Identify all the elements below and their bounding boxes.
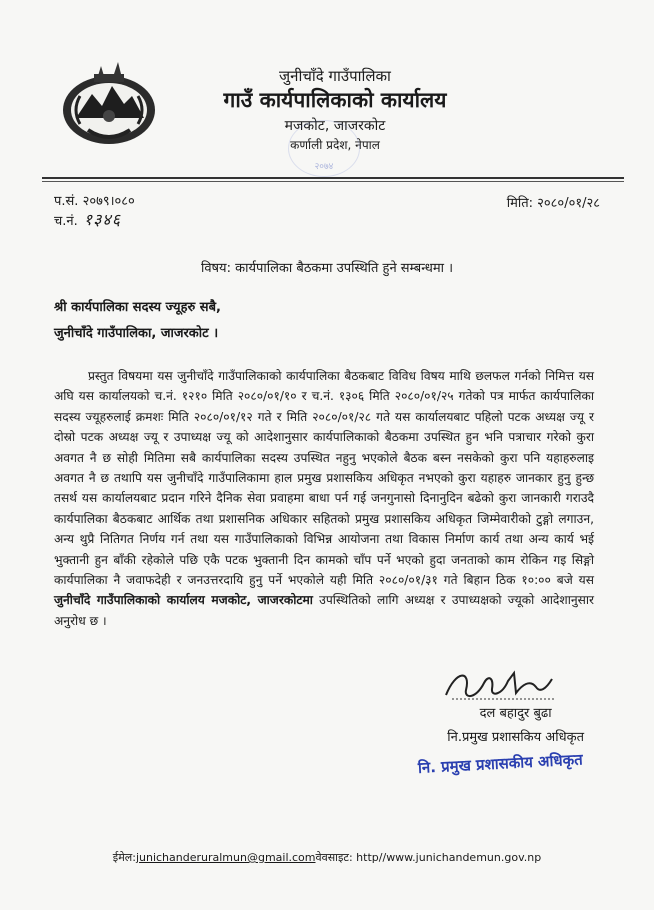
nepal-emblem-icon xyxy=(58,60,160,150)
letter-body xyxy=(54,366,594,631)
reference-chn-label: च.नं. xyxy=(54,214,78,229)
body-part-2: उपस्थितिको लागि अध्यक्ष र उपाध्यक्षको ज्यूको आदेशानुसार अनुरोध छ । xyxy=(54,593,594,628)
letter-subject: विषय: कार्यपालिका बैठकमा उपस्थिति हुने सम्बन्धमा । xyxy=(200,261,454,276)
addressee-line-2: जुनीचाँदे गाउँपालिका, जाजरकोट । xyxy=(54,326,219,341)
addressee xyxy=(54,295,221,347)
signatory-name: दल बहादुर बुढा xyxy=(479,706,552,721)
signatory-block xyxy=(447,702,584,750)
body-part-1: प्रस्तुत विषयमा यस जुनीचाँदे गाउँपालिकाको कार्यपालिका बैठकबाट विविध विषय माथि छलफल गर्नको निमित्त यस अघि यस कार्यालयको च.नं. १२१० मिति २०८०/०१/१० र च.नं. १३०६ मिति २०८०/०१/२५ गतेको पत्र मार्फत कार्यपालिका सदस्य ज्यूहरुलाई क्रमशः मिति २०८०/०१/१२ गते र मिति २०८०/०१/२८ गते यस कार्यालयबाट पहिलो पटक अध्यक्ष ज्यू र दोस्रो पटक अध्यक्ष ज्यू र उपाध्यक्ष ज्यू को आदेशानुसार कार्यपालिकाको बैठकमा उपस्थित हुन भनि पत्राचार गरेको कुरा अवगत नै छ सोही मितिमा सबै कार्यपालिका सदस्य उपस्थित नहुनु भएकोले बैठक बस्न नसकेको कुरा पनि यहाहरुलाइ अवगत नै छ तथापि यस जुनीचाँदे गाउँपालिकामा हाल प्रमुख प्रशासकिय अधिकृत नभएको कुरा यहाहरु जानकार हुनु हुन्छ तसर्थ यस कार्यालयबाट प्रदान गरिने दैनिक सेवा प्रवाहमा बाधा पर्न गई जनगुनासो दिनानुदिन बढेको कुरा जानकारी गराउदै कार्यपालिका बैठकबाट आर्थिक तथा प्रशासनिक अधिकार सहितको प्रमुख प्रशासकिय अधिकृत जिम्मेवारीको टुङ्गो लगाउन, अन्य थुप्रै नितिगत निर्णय गर्न तथा यस गाउँपालिकाको विभिन्न आयोजना तथा विकास निर्माण कार्य तथा अन्य कार्य भई भुक्तानी हुन बाँकी रहेकोले पछि एकै पटक भुक्तानी दिन कामको चाँप पर्ने भएको हुदा जनताको काम रोकिन गइ सिङ्गो कार्यपालिका नै जवाफदेही र जनउत्तरदायि हुनु पर्ने भएकोले यही मिति २०८०/०१/३१ गते बिहान ठिक १०:०० बजे यस xyxy=(54,369,594,588)
header-divider xyxy=(42,177,624,179)
office-name: गाउँ कार्यपालिकाको कार्यालय xyxy=(223,88,447,112)
letter-date: मिति: २०८०/०१/२८ xyxy=(506,196,600,211)
addressee-line-1: श्री कार्यपालिका सदस्य ज्यूहरु सबै, xyxy=(54,300,221,315)
official-rubber-stamp: नि. प्रमुख प्रशासकीय अधिकृत xyxy=(417,750,584,777)
email-link[interactable]: junichanderuralmun@gmail.com xyxy=(135,851,316,864)
footer-contact xyxy=(0,850,654,865)
municipality-name: जुनीचाँदे गाउँपालिका xyxy=(279,67,391,85)
header-divider-thin xyxy=(42,181,624,182)
reference-ps: प.सं. २०७९।०८० xyxy=(54,194,135,209)
website-label: वेवसाइट: http// xyxy=(315,851,387,864)
signatory-title: नि.प्रमुख प्रशासकिय अधिकृत xyxy=(447,730,584,745)
stamp-year: २०७४ xyxy=(314,162,334,172)
email-label: ईमेल: xyxy=(112,851,136,864)
reference-chn-value: १३४६ xyxy=(83,210,122,229)
faint-office-stamp xyxy=(288,120,360,177)
office-location: मजकोट, जाजरकोट xyxy=(284,118,386,134)
handwritten-signature-icon xyxy=(436,665,566,705)
province-country: कर्णाली प्रदेश, नेपाल xyxy=(290,138,380,152)
reference-block xyxy=(54,193,135,231)
body-bold-location: जुनीचाँदे गाउँपालिकाको कार्यालय मजकोट, जाजरकोटमा xyxy=(54,593,313,608)
website-link[interactable]: www.junichandemun.gov.np xyxy=(386,851,542,864)
